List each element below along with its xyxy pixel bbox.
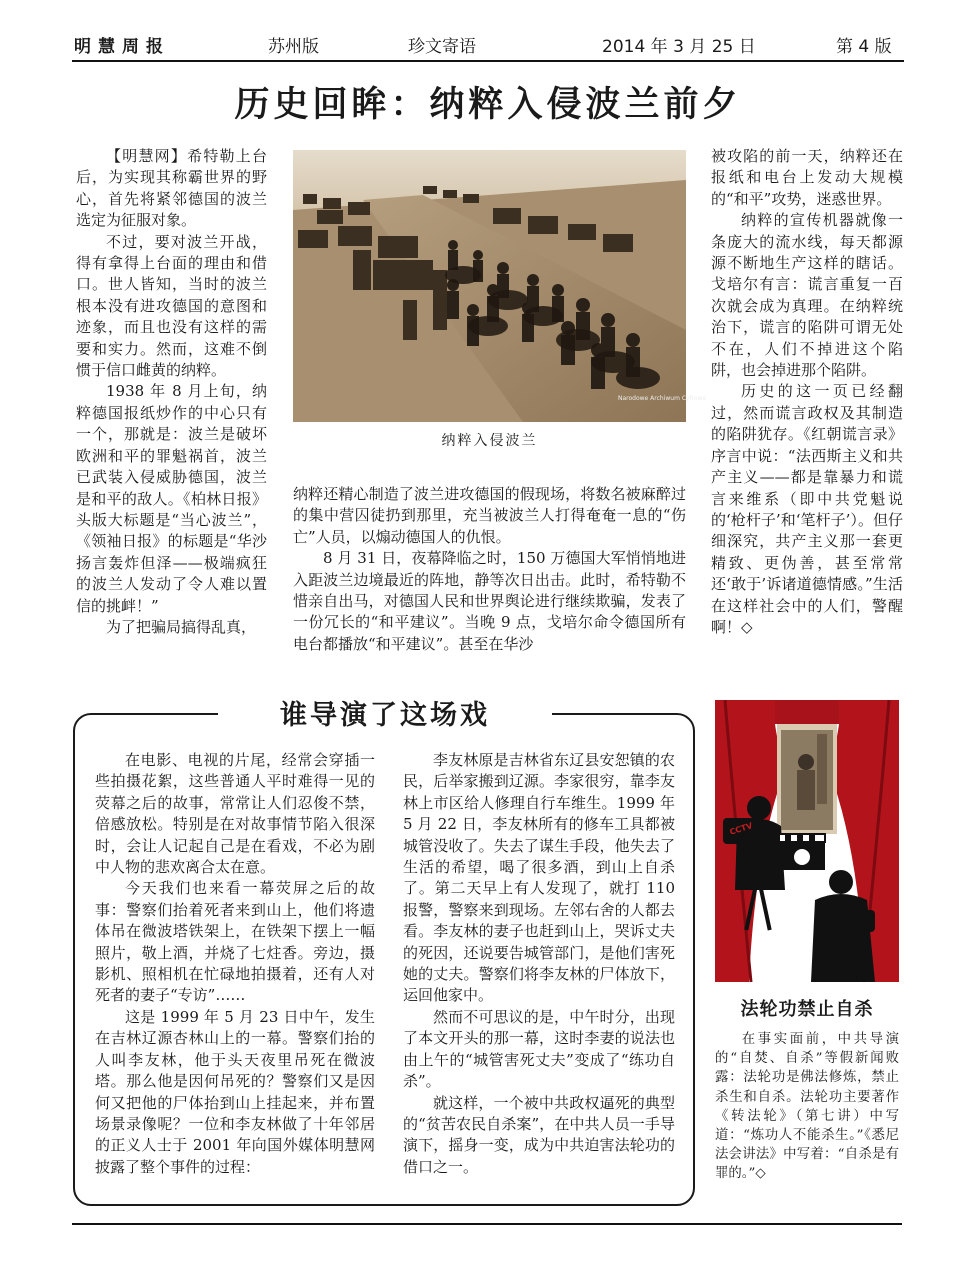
article-column-2 xyxy=(293,484,686,655)
paragraph: 纳粹的宣传机器就像一条庞大的流水线，每天都源源不断地生产这样的瞎话。戈培尔有言：谎言重复一百次就会成为真理。在纳粹统治下，谎言的陷阱可谓无处不在，人们不掉进这个陷阱，也会掉进那个陷阱。 xyxy=(711,211,903,380)
box-column-2 xyxy=(403,750,675,1178)
paragraph: 希特勒上台后，为实现其称霸世界的野心，首先将紧邻德国的波兰选定为征服对象。 xyxy=(76,147,267,230)
paragraph: 纳粹还精心制造了波兰进攻德国的假现场，将数名被麻醉过的集中营囚徒扔到那里，充当被波兰人打得奄奄一息的“伤亡”人员，以煽动德国人的仇恨。 xyxy=(293,485,686,546)
photo-caption: 纳粹入侵波兰 xyxy=(441,433,538,449)
newspaper-name: 明慧周报 xyxy=(74,37,170,57)
edition-label: 苏州版 xyxy=(268,37,319,57)
article-column-3 xyxy=(711,146,903,638)
paragraph: 今天我们也来看一幕荧屏之后的故事：警察们抬着死者来到山上，他们将遗体吊在微波塔铁架上，在铁架下摆上一幅照片，敬上酒，并烧了七炷香。旁边，摄影机、照相机在忙碌地拍摄着，还有人对死者的妻子“专访”…… xyxy=(95,879,375,1005)
paragraph: 历史的这一页已经翻过，然而谎言政权及其制造的陷阱犹存。《红朝谎言录》序言中说：“法西斯主义和共产主义——都是靠暴力和谎言来维系（即中共党魁说的‘枪杆子’和‘笔杆子’）。但仔细深究，共产主义那一套更精致、更伪善，甚至常常还‘敢于’诉诸道德情感。”生活在这样社会中的人们，警醒啊！◇ xyxy=(711,382,903,636)
article-column-1 xyxy=(76,146,267,638)
stage-curtain-illustration xyxy=(715,700,899,982)
sidebar-title: 法轮功禁止自杀 xyxy=(740,999,874,1020)
masthead xyxy=(72,36,904,62)
paragraph: 1938 年 8 月上旬，纳粹德国报纸炒作的中心只有一个，那就是：波兰是破坏欧洲和平的罪魁祸首，波兰已武装入侵威胁德国，波兰是和平的敌人。《柏林日报》头版大标题是“当心波兰”，《领袖日报》的标题是“华沙扬言轰炸但泽——极端疯狂的波兰人发动了令人难以置信的挑衅！” xyxy=(76,382,267,615)
article-headline: 历史回眸：纳粹入侵波兰前夕 xyxy=(234,85,742,125)
box-title: 谁导演了这场戏 xyxy=(280,700,490,731)
paragraph: 这是 1999 年 5 月 23 日中午，发生在吉林辽源杏林山上的一幕。警察们抬的人叫李友林，他于头天夜里吊死在微波塔。那么他是因何吊死的？警察们又是因何又把他的尸体抬到山上挂起来，并布置场景录像呢？一位和李友林做了十年邻居的正义人士于 2001 年向国外媒体明慧网披露了整个事件的过程： xyxy=(95,1007,375,1176)
paragraph: 在电影、电视的片尾，经常会穿插一些拍摄花絮，这些普通人平时难得一见的荧幕之后的故事，常常让人们忍俊不禁，倍感放松。特别是在对故事情节陷入很深时，会让人记起自己是在看戏，不必为剧中人物的悲欢离合太在意。 xyxy=(95,751,375,877)
section-label: 珍文寄语 xyxy=(408,37,476,57)
historical-photo xyxy=(293,150,707,422)
paragraph: 8 月 31 日，夜幕降临之时，150 万德国大军悄悄地进入距波兰边境最近的阵地，静等次日出击。此时，希特勒不惜亲自出马，对德国人民和世界舆论进行继续欺骗，发表了一份冗长的“和平建议”。当晚 9 点，戈培尔命令德国所有电台都播放“和平建议”。甚至在华沙 xyxy=(293,549,686,653)
film-crew-illustration xyxy=(715,700,899,982)
paragraph: 就这样，一个被中共政权逼死的典型的“贫苦农民自杀案”，在中共人员一手导演下，摇身一变，成为中共迫害法轮功的借口之一。 xyxy=(403,1093,675,1176)
photo-watermark: Narodowe Archiwum Cyfrowe xyxy=(618,395,707,402)
paragraph: 李友林原是吉林省东辽县安恕镇的农民，后举家搬到辽源。李家很穷，靠李友林上市区给人修理自行车维生。1999 年 5 月 22 日，李友林所有的修车工具都被城管没收了。失去了谋生手段，他失去了生活的希望，喝了很多酒，到山上自杀了。第二天早上有人发现了，就打 110 报警，警察来到现场。左邻右舍的人都去看。李友林的妻子也赶到山上，哭诉丈夫的死因，还说要告城管部门，是他们害死她的丈夫。警察们将李友林的尸体放下，运回他家中。 xyxy=(403,751,675,1005)
paragraph: 在事实面前，中共导演的“自焚、自杀”等假新闻败露：法轮功是佛法修炼，禁止杀生和自杀。法轮功主要著作《转法轮》（第七讲）中写道：“炼功人不能杀生。”《悉尼法会讲法》中写着：“自杀是有罪的。”◇ xyxy=(715,1032,899,1182)
cavalry-photo-illustration xyxy=(293,150,707,422)
paragraph: 为了把骗局搞得乱真， xyxy=(106,617,257,636)
masthead-rule xyxy=(72,60,904,62)
sidebar-text xyxy=(715,1030,899,1184)
issue-date: 2014 年 3 月 25 日 xyxy=(602,37,756,57)
box-column-1 xyxy=(95,750,375,1178)
box-title-wrap xyxy=(218,698,552,734)
page-number: 第 4 版 xyxy=(836,37,892,57)
paragraph: 不过，要对波兰开战，得有拿得上台面的理由和借口。世人皆知，当时的波兰根本没有进攻德国的意图和迹象，而且也没有这样的需要和实力。然而，这难不倒惯于信口雌黄的纳粹。 xyxy=(76,232,267,380)
bottom-rule xyxy=(72,1223,902,1225)
cctv-logo: CCTV xyxy=(728,821,754,837)
paragraph: 被攻陷的前一天，纳粹还在报纸和电台上发动大规模的“和平”攻势，迷惑世界。 xyxy=(711,147,903,208)
dateline: 【明慧网】 xyxy=(106,147,188,165)
paragraph: 然而不可思议的是，中午时分，出现了本文开头的那一幕，这时李妻的说法也由上午的“城管害死丈夫”变成了“练功自杀”。 xyxy=(403,1007,675,1091)
